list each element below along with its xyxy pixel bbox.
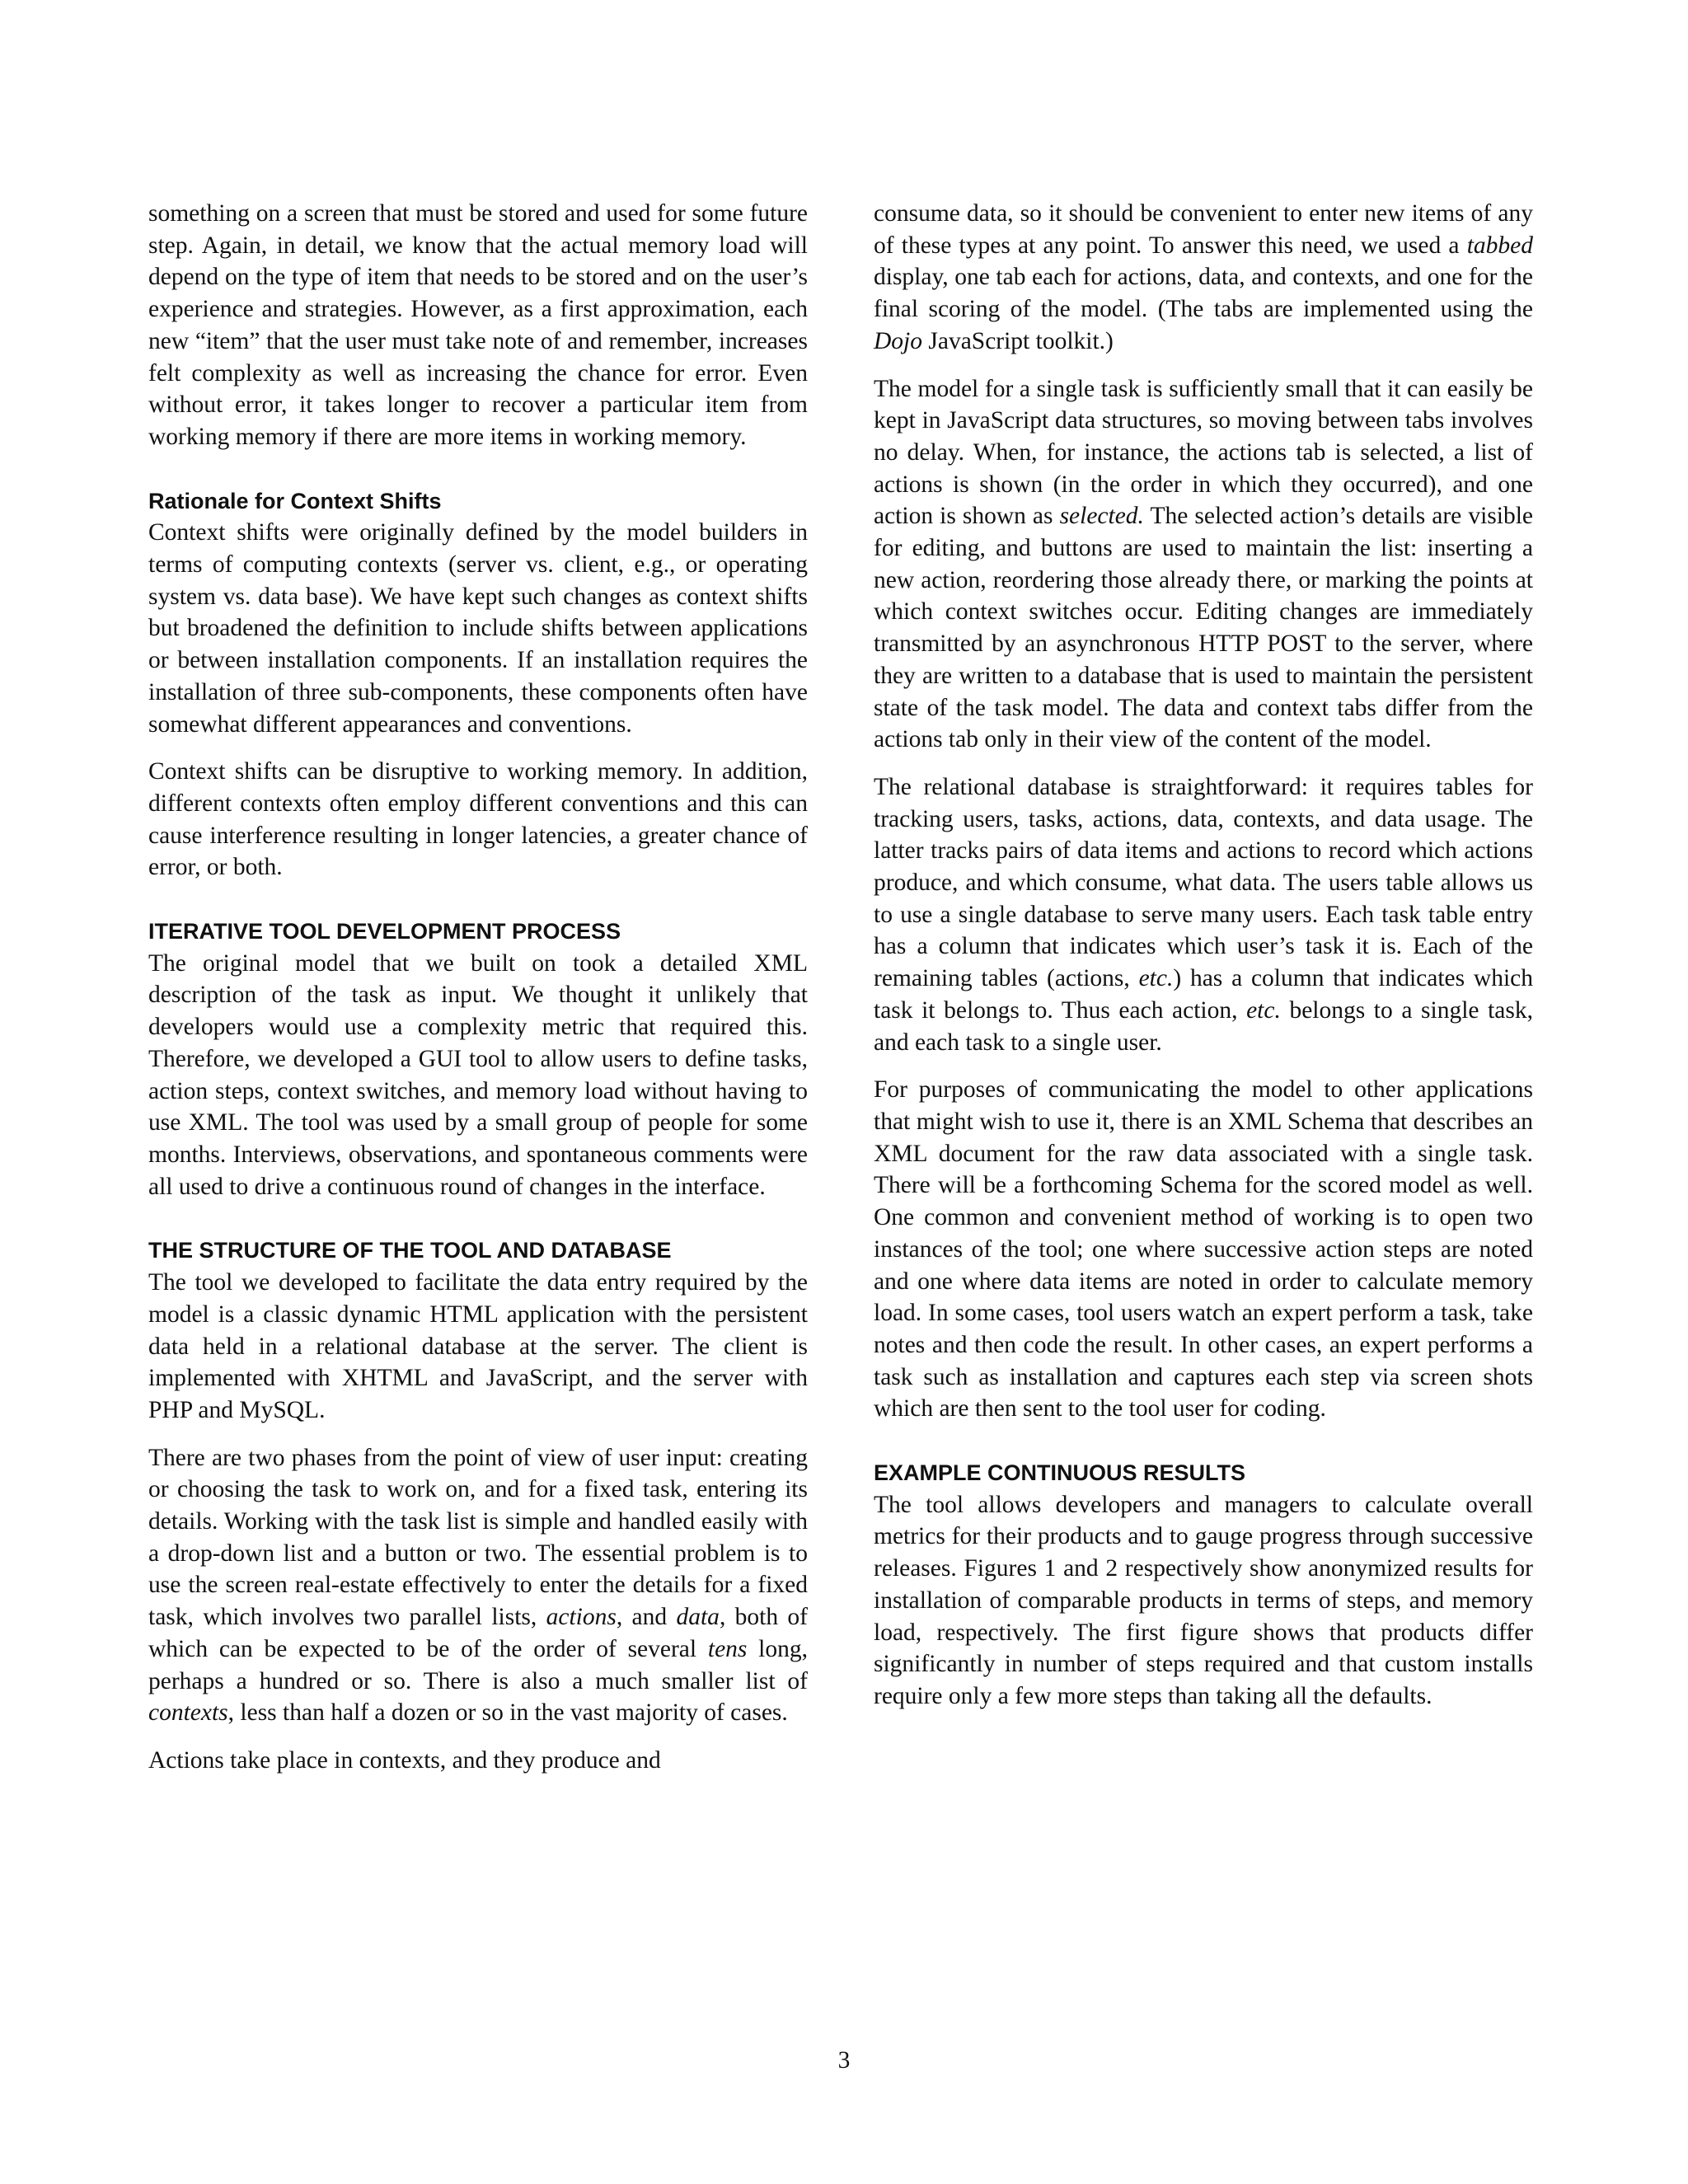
emphasis-etc: etc. — [1246, 996, 1281, 1024]
emphasis-data: data — [676, 1604, 720, 1631]
paragraph-context-disruption: Context shifts can be disruptive to working memory. In addition, different contexts often employ different conventions and this can cause interference resulting in longer latencies, a greater chance of error, or both. — [148, 758, 808, 881]
text-run: , less than half a dozen or so in the vast majority of cases. — [227, 1699, 788, 1727]
left-column — [148, 198, 808, 1777]
heading-rationale-context-shifts: Rationale for Context Shifts — [148, 488, 442, 513]
paragraph-actions-contexts: Actions take place in contexts, and they produce and — [148, 1746, 661, 1774]
text-run: , both of which can be expected to be of the order of several — [148, 1604, 809, 1662]
paragraph-example-results: The tool allows developers and managers to calculate overall metrics for their products and to gauge progress through successive releases. Figures 1 and 2 respectively show anonymized results for installation of comparable products in terms of steps, and memory load, respectively. The first figure shows that products differ significantly in number of steps required and that custom installs require only a few more steps than taking all the defaults. — [874, 1491, 1533, 1709]
text-run: long, perhaps a hundred or so. There is also a much smaller list of — [148, 1635, 808, 1694]
heading-structure-tool-database: THE STRUCTURE OF THE TOOL AND DATABASE — [148, 1238, 672, 1263]
text-run: JavaScript toolkit.) — [922, 327, 1114, 354]
emphasis-selected: selected. — [1059, 503, 1144, 530]
text-run: consume data, so it should be convenient to enter new items of any of these types at any point. To answer this need, we used a — [874, 200, 1533, 259]
emphasis-actions: actions — [546, 1604, 617, 1631]
right-column — [874, 198, 1533, 1713]
text-run: ) has a column that indicates which task it belongs to. Thus each action, — [874, 965, 1534, 1024]
paragraph-model-tabs — [874, 373, 1533, 756]
text-run: belongs to a single task, and each task to a single user. — [874, 996, 1533, 1056]
text-run: The selected action’s details are visible for editing, and buttons are used to maintain the list: inserting a new action, reordering those already there, or marking the points at which context switches occur. Editing changes are immediately transmitted by an asynchronous HTTP POST to the server, where they are written to a database that is used to maintain the persistent state of the task model. The data and context tabs differ from the actions tab only in their view of the content of the model. — [874, 503, 1533, 753]
paragraph-working-memory: something on a screen that must be stored and used for some future step. Again, in detail, we know that the actual memory load will depend on the type of item that needs to be stored and on the user’s experience and strategies. However, as a first approximation, each new “item” that the user must take note of and remember, increases felt complexity as well as increasing the chance for error. Even without error, it takes longer to recover a particular item from working memory if there are more items in working memory. — [148, 200, 808, 450]
paragraph-iterative-process: The original model that we built on took a detailed XML description of the task as input. We thought it unlikely that developers would use a complexity metric that required this. Therefore, we developed a GUI tool to allow users to define tasks, action steps, context switches, and memory load without having to use XML. The tool was used by a small group of people for some months. Interviews, observations, and spontaneous comments were all used to drive a continuous round of changes in the interface. — [148, 949, 808, 1200]
paragraph-input-phases — [148, 1442, 808, 1729]
emphasis-etc: etc. — [1138, 965, 1174, 992]
text-run: , and — [616, 1604, 677, 1631]
paragraph-tool-architecture: The tool we developed to facilitate the data entry required by the model is a classic dynamic HTML application with the persistent data held in a relational database at the server. The client is implemented with XHTML and JavaScript, and the server with PHP and MySQL. — [148, 1269, 808, 1423]
paragraph-relational-database — [874, 771, 1533, 1058]
emphasis-tabbed: tabbed — [1466, 232, 1533, 259]
paragraph-tabbed-display — [874, 198, 1533, 358]
text-run: display, one tab each for actions, data, and contexts, and one for the final scoring of the model. (The tabs are implemented using the — [874, 264, 1533, 323]
emphasis-tens: tens — [707, 1635, 748, 1662]
paragraph-context-definition: Context shifts were originally defined by the model builders in terms of computing contexts (server vs. client, e.g., or operating system vs. data base). We have kept such changes as context shifts but broadened the definition to include shifts between applications or between installation components. If an installation requires the installation of three sub-components, these components often have somewhat different appearances and conventions. — [148, 519, 808, 738]
page-number: 3 — [837, 2047, 851, 2074]
emphasis-dojo: Dojo — [874, 327, 922, 354]
text-run: The model for a single task is sufficiently small that it can easily be kept in JavaScript data structures, so moving between tabs involves no delay. When, for instance, the actions tab is selected, a list of actions is shown (in the order in which they occurred), and one action is shown as — [874, 375, 1533, 530]
heading-iterative-process: ITERATIVE TOOL DEVELOPMENT PROCESS — [148, 919, 621, 944]
emphasis-contexts: contexts — [148, 1699, 228, 1727]
text-run: The relational database is straightforward: it requires tables for tracking users, tasks, actions, data, contexts, and data usage. The latter tracks pairs of data items and actions to record which actions produce, and which consume, what data. The users table allows us to use a single database to serve many users. Each task table entry has a column that indicates which user’s task it is. Each of the remaining tables (actions, — [874, 773, 1533, 992]
text-run: There are two phases from the point of view of user input: creating or choosing the task to work on, and for a fixed task, entering its details. Working with the task list is simple and handled easily with a drop-down list and a button or two. The essential problem is to use the screen real-estate effectively to enter the details for a fixed task, which involves two parallel lists, — [148, 1444, 808, 1631]
paragraph-xml-schema: For purposes of communicating the model to other applications that might wish to use it, there is an XML Schema that describes an XML document for the raw data associated with a single task. There will be a forthcoming Schema for the scored model as well. One common and convenient method of working is to open two instances of the tool; one where successive action steps are noted and one where data items are noted in order to calculate memory load. In some cases, tool users watch an expert perform a task, take notes and then code the result. In other cases, an expert performs a task such as installation and captures each step via screen shots which are then sent to the tool user for coding. — [874, 1076, 1533, 1422]
heading-example-results: EXAMPLE CONTINUOUS RESULTS — [874, 1460, 1246, 1486]
